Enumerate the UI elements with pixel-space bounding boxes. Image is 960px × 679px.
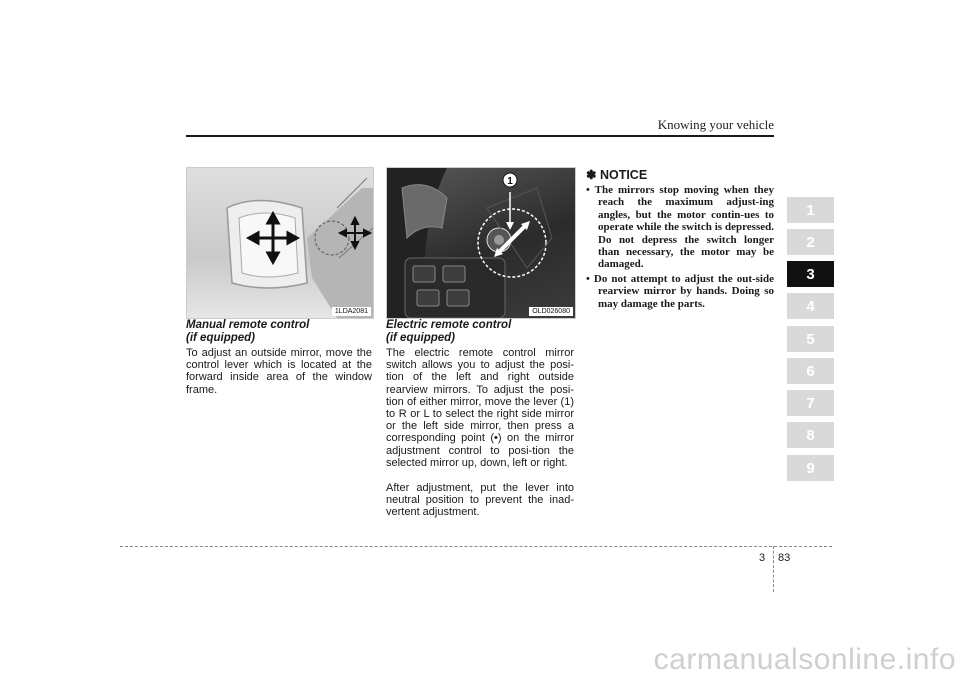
chapter-tab-1[interactable]: 1 [787,197,834,223]
section-title: Knowing your vehicle [657,117,774,132]
footer-rule [120,546,832,547]
electric-control-caption [386,319,574,344]
watermark-text: carmanualsonline.info [653,643,956,676]
chapter-tab-3[interactable]: 3 [787,261,834,287]
electric-switch-figure [386,167,576,319]
chapter-tab-2[interactable]: 2 [787,229,834,255]
caption-line: (if equipped) [186,331,255,344]
notice-heading: ✽ NOTICE [586,168,648,182]
chapter-tab-7[interactable]: 7 [787,390,834,416]
figure-code: 1LDA2081 [332,307,371,316]
notice-list [586,184,774,312]
chapter-tab-9[interactable]: 9 [787,455,834,481]
chapter-tab-5[interactable]: 5 [787,326,834,352]
electric-switch-illustration [387,168,575,318]
notice-item: • Do not attempt to adjust the out-side rearview mirror by hands. Doing so may damage the parts. [586,272,774,310]
chapter-tab-4[interactable]: 4 [787,293,834,319]
header-rule [186,135,774,137]
manual-control-caption [186,319,372,344]
caption-line: Manual remote control [186,319,310,331]
caption-line: Electric remote control [386,319,512,331]
chapter-tab-6[interactable]: 6 [787,358,834,384]
notice-item: • The mirrors stop moving when they reach the maximum adjust-ing angles, but the motor contin-ues to operate while the switch is depressed. Do not depress the switch longer than necessary, the motor may be damaged. [586,184,774,271]
manual-mirror-illustration [187,168,373,318]
manual-control-body: To adjust an outside mirror, move the control lever which is located at the forward inside area of the window frame. [186,347,372,396]
page-number: 83 [778,552,791,564]
chapter-tab-8[interactable]: 8 [787,422,834,448]
footer-divider [773,546,774,592]
electric-control-paragraph: After adjustment, put the lever into neutral position to prevent the inad-vertent adjustment. [386,482,574,519]
callout-label: 1 [507,176,513,187]
caption-line: (if equipped) [386,331,455,344]
electric-control-paragraph: The electric remote control mirror switch allows you to adjust the posi-tion of the left and right outside rearview mirrors. To adjust the posi-tion of either mirror, move the lever (1) to R or L to select the right side mirror or the left side mirror, then press a corresponding point (•) on the mirror adjustment control to posi-tion the selected mirror up, down, left or right. [386,347,574,469]
figure-code: OLD026080 [529,307,573,316]
manual-mirror-figure [186,167,374,319]
page-section-number: 3 [759,552,766,564]
